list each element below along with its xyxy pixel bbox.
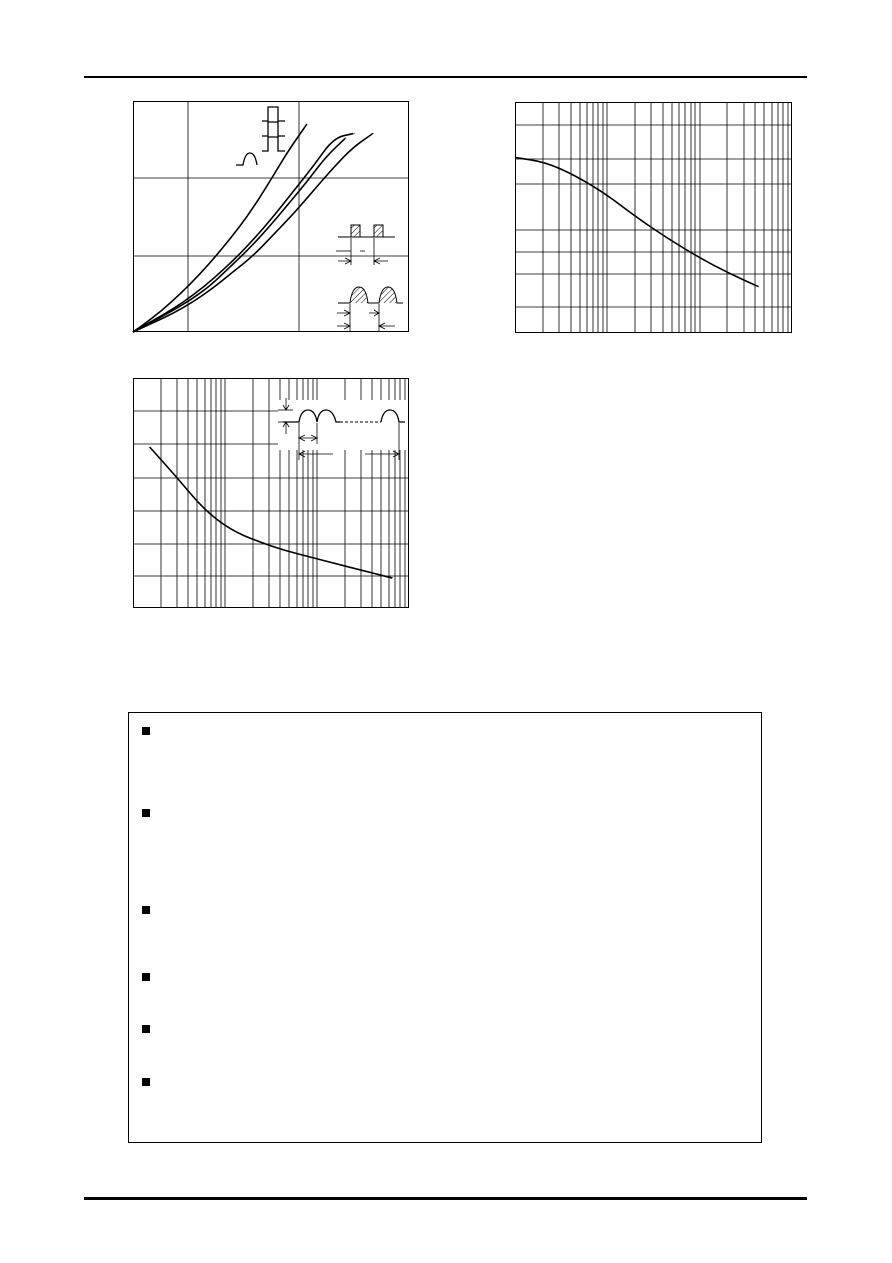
- rectangular-pulse-icons: [262, 107, 285, 151]
- bullet-marker-5: [142, 1025, 150, 1033]
- characteristic-graph-2: [515, 102, 793, 334]
- characteristic-graph-3: [133, 378, 410, 609]
- hatched-pulse-train: [336, 225, 395, 265]
- bullet-marker-1: [142, 727, 150, 735]
- graph-1-plot: [133, 101, 410, 333]
- notes-box: [128, 712, 762, 1143]
- bullet-marker-3: [142, 906, 150, 914]
- graph-2-series: [515, 157, 759, 286]
- bullet-marker-4: [142, 973, 150, 981]
- graph-1-grid: [133, 101, 409, 332]
- hatched-half-sine-train: [337, 287, 403, 331]
- graph-2-series-1-line: [515, 157, 759, 286]
- graph-2-grid: [515, 102, 792, 333]
- graph-3-series: [150, 447, 393, 578]
- bullet-marker-6: [142, 1078, 150, 1086]
- half-sine-icon: [236, 153, 257, 165]
- bullet-marker-2: [142, 809, 150, 817]
- graph-1-series-4-line: [133, 133, 373, 332]
- header-rule: [84, 76, 807, 78]
- characteristic-graph-1: [133, 101, 410, 333]
- graph-1-series-3-line: [133, 138, 346, 332]
- footer-rule: [84, 1197, 807, 1200]
- graph-3-series-1-line: [150, 447, 393, 578]
- graph-2-frame: [516, 103, 792, 333]
- half-sine-pulse-train-inset: [278, 398, 408, 460]
- graph-3-plot: [133, 378, 410, 609]
- graph-2-plot: [515, 102, 793, 334]
